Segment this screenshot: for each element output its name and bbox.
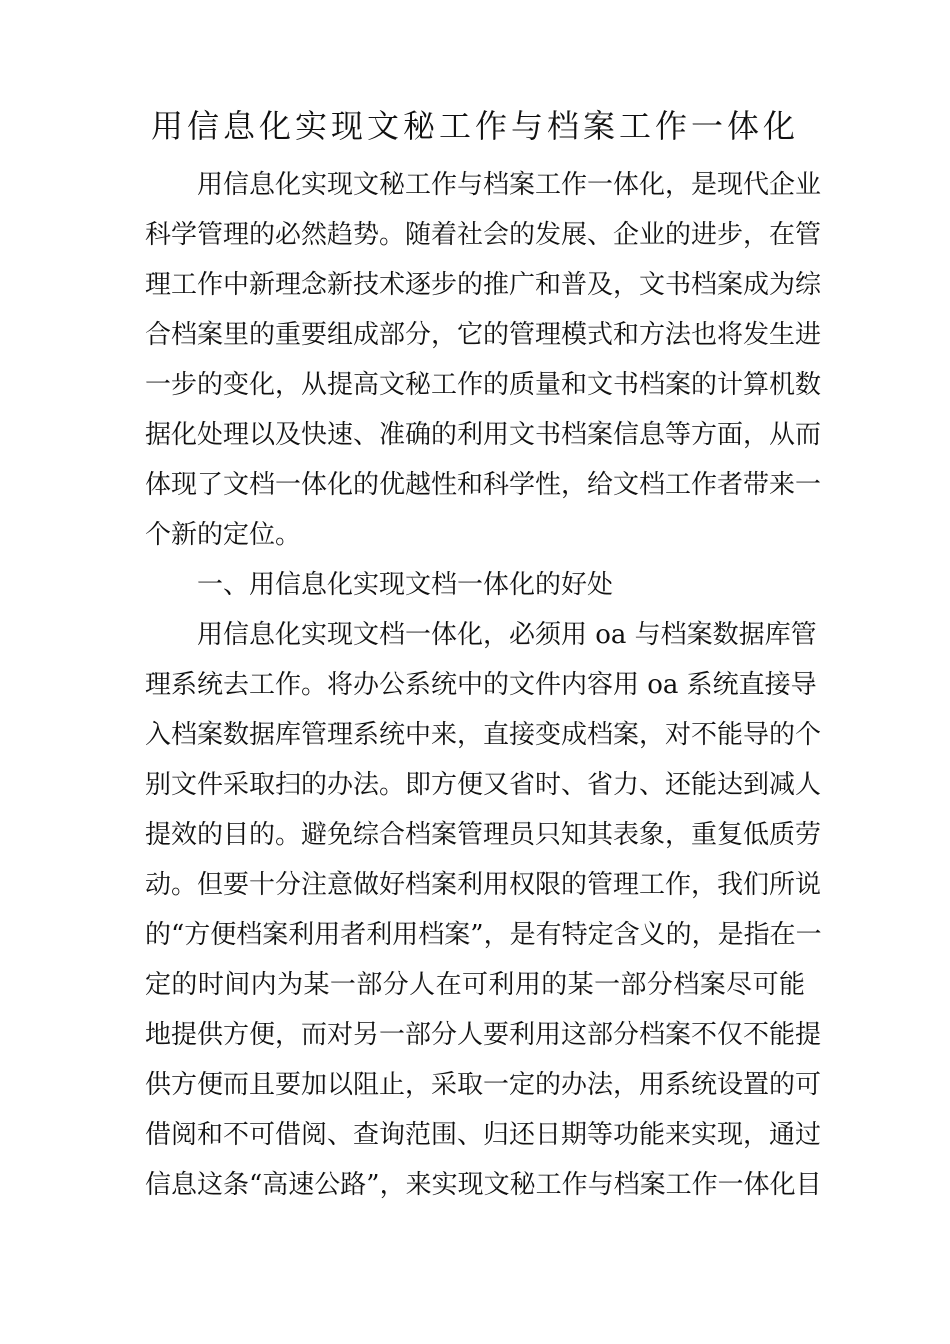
text-line: 合档案里的重要组成部分，它的管理模式和方法也将发生进	[145, 320, 822, 350]
text-line: 理工作中新理念新技术逐步的推广和普及，文书档案成为综	[145, 270, 822, 300]
text-line: 动。但要十分注意做好档案利用权限的管理工作，我们所说	[145, 870, 822, 900]
text-line: 定的时间内为某一部分人在可利用的某一部分档案尽可能	[145, 970, 805, 1000]
section-heading-text: 一、用信息化实现文档一体化的好处	[197, 570, 614, 600]
text-line: 提效的目的。避免综合档案管理员只知其表象，重复低质劳	[145, 820, 822, 850]
paragraph-intro	[145, 160, 822, 560]
text-line: 借阅和不可借阅、查询范围、归还日期等功能来实现，通过	[145, 1120, 822, 1150]
text-line: 体现了文档一体化的优越性和科学性，给文档工作者带来一	[145, 470, 822, 500]
text-line: 信息这条“高速公路”，来实现文秘工作与档案工作一体化目	[145, 1170, 822, 1200]
text-line: 理系统去工作。将办公系统中的文件内容用 oa 系统直接导	[145, 670, 817, 700]
document-body	[145, 160, 822, 1210]
section-heading	[145, 560, 805, 610]
text-line: 一步的变化，从提高文秘工作的质量和文书档案的计算机数	[145, 370, 822, 400]
text-line: 科学管理的必然趋势。随着社会的发展、企业的进步，在管	[145, 220, 822, 250]
document-title: 用信息化实现文秘工作与档案工作一体化	[150, 107, 799, 145]
text-line: 入档案数据库管理系统中来，直接变成档案，对不能导的个	[145, 720, 822, 750]
text-line: 据化处理以及快速、准确的利用文书档案信息等方面，从而	[145, 420, 822, 450]
text-line: 用信息化实现文秘工作与档案工作一体化，是现代企业	[197, 170, 822, 200]
text-line: 个新的定位。	[145, 520, 302, 550]
text-line: 用信息化实现文档一体化，必须用 oa 与档案数据库管	[197, 620, 817, 650]
text-line: 的“方便档案利用者利用档案”，是有特定含义的，是指在一	[145, 920, 822, 950]
text-line: 别文件采取扫的办法。即方便又省时、省力、还能达到减人	[145, 770, 822, 800]
text-line: 供方便而且要加以阻止，采取一定的办法，用系统设置的可	[145, 1070, 822, 1100]
paragraph-benefits	[145, 610, 822, 1210]
text-line: 地提供方便，而对另一部分人要利用这部分档案不仅不能提	[145, 1020, 822, 1050]
